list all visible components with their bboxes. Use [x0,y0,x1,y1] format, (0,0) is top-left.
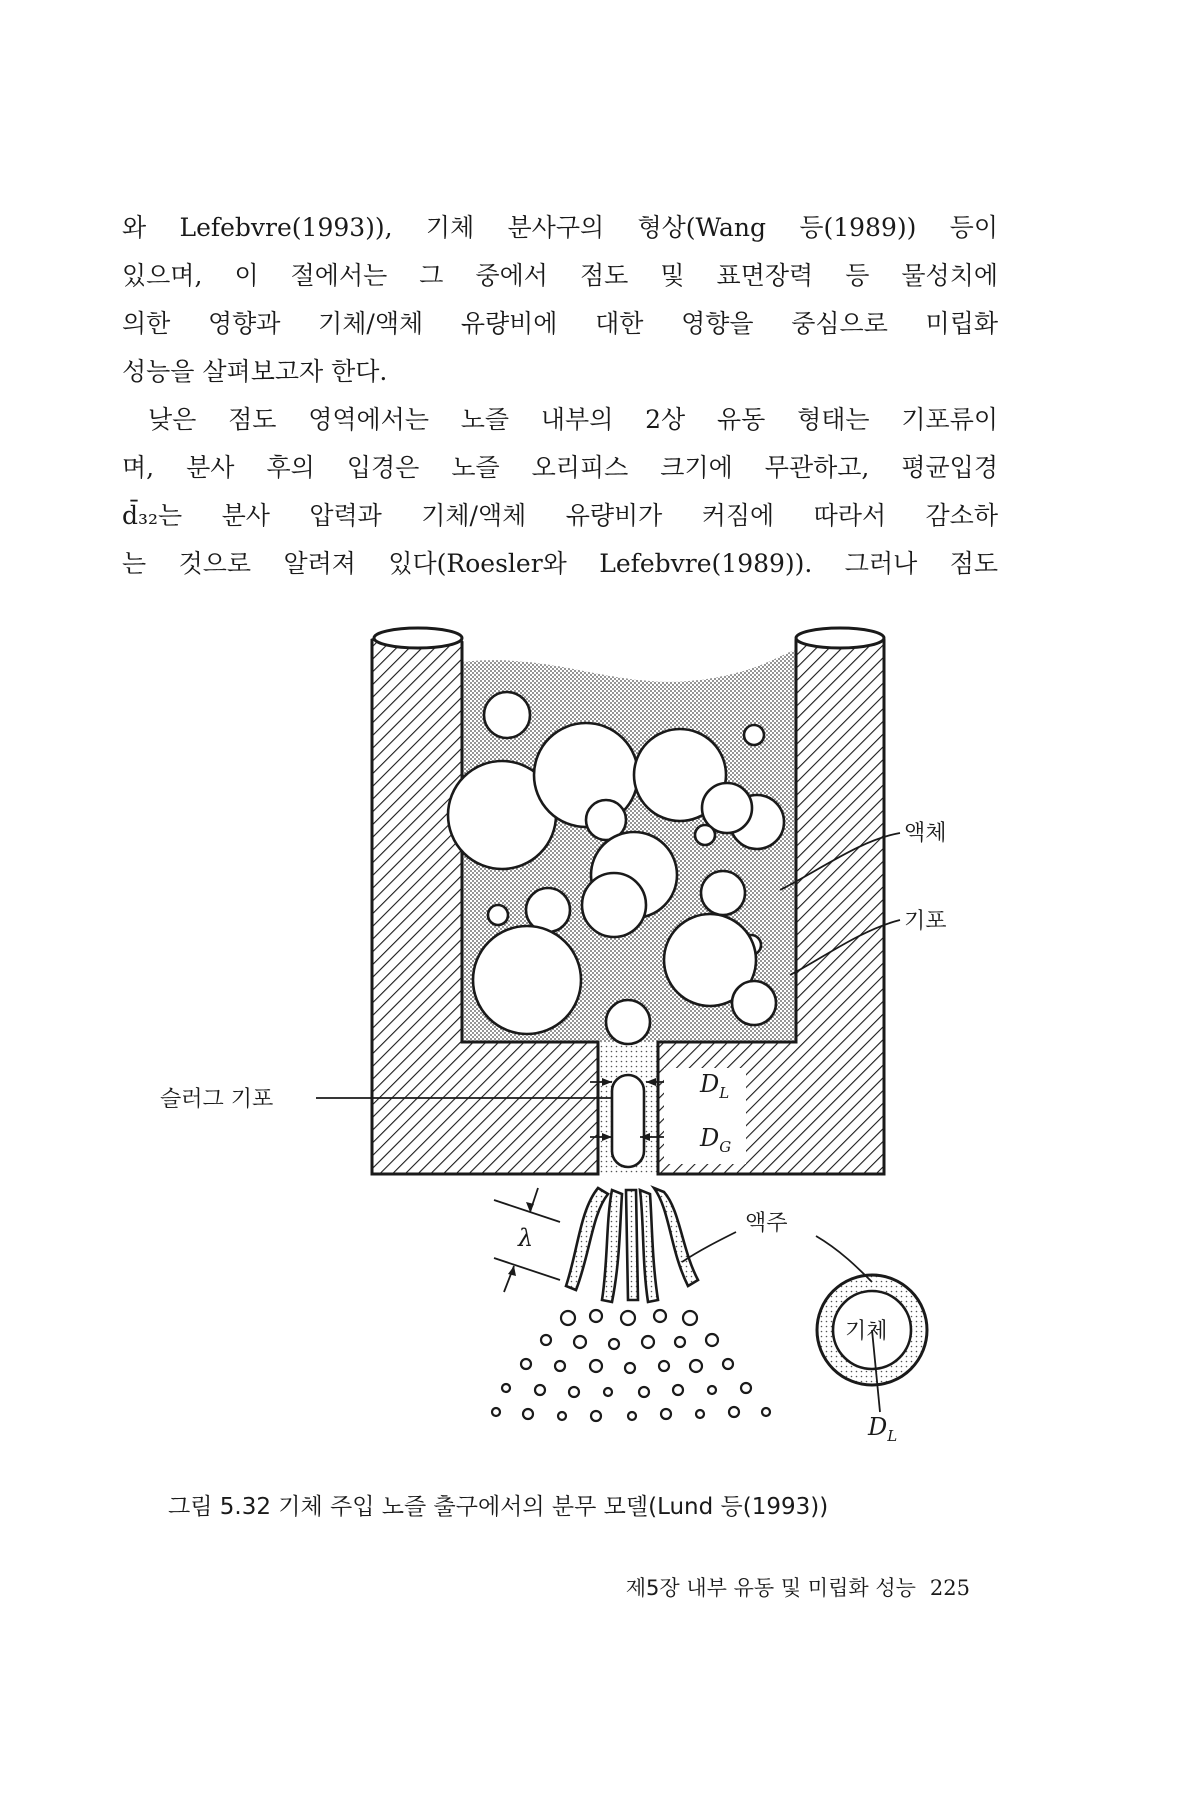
bubble [488,905,508,925]
droplet [502,1384,510,1392]
droplet [762,1408,770,1416]
liquid-column [602,1190,622,1302]
droplet [639,1387,649,1397]
droplet [561,1311,575,1325]
bubble [606,1000,650,1044]
bubble [701,871,745,915]
droplet [723,1359,733,1369]
text-line: 는 것으로 알려져 있다(Roesler와 Lefebvre(1989)). 그러나 점도 [122,549,998,578]
d-g-label: $D_G$ [700,1124,732,1156]
droplet [675,1337,685,1347]
droplet [642,1336,654,1348]
droplet [706,1334,718,1346]
pipe-end-left [374,628,462,648]
bubble [582,873,646,937]
liquid-columns [566,1188,698,1302]
chapter-title: 제5장 내부 유동 및 미립화 성능 [625,1576,916,1600]
bubble [695,825,715,845]
droplet [535,1385,545,1395]
droplet [492,1408,500,1416]
wavelength-label: λ [518,1224,534,1252]
page-number: 225 [929,1576,970,1600]
droplet [654,1310,666,1322]
liquid-column [566,1188,608,1290]
droplet [590,1310,602,1322]
droplet [555,1361,565,1371]
droplet [521,1359,531,1369]
droplet [590,1360,602,1372]
liquid-column-label: 액주 [745,1211,788,1236]
droplet [609,1339,619,1349]
droplet [569,1387,579,1397]
pipe-end-right [796,628,884,648]
droplet [621,1311,635,1325]
droplet [683,1311,697,1325]
liquid-column [640,1190,658,1302]
text-line: 며, 분사 후의 입경은 노즐 오리피스 크기에 무관하고, 평균입경 [122,453,998,482]
bubble [473,926,581,1034]
droplet [541,1335,551,1345]
droplet [696,1410,704,1418]
liquid-column [626,1190,638,1300]
text-line: 의한 영향과 기체/액체 유량비에 대한 영향을 중심으로 미립화 [122,309,998,338]
droplet [628,1412,636,1420]
bubble [744,725,764,745]
bubble [732,981,776,1025]
liquid-column [654,1188,698,1286]
d-l-label: $D_L$ [700,1070,730,1102]
spray-droplets [492,1310,770,1421]
droplet [708,1386,716,1394]
droplet [604,1388,612,1396]
droplet [591,1411,601,1421]
text-line: 있으며, 이 절에서는 그 중에서 점도 및 표면장력 등 물성치에 [122,261,998,290]
droplet [574,1336,586,1348]
text-line: 낮은 점도 영역에서는 노즐 내부의 2상 유동 형태는 기포류이 [148,405,998,434]
droplet [673,1385,683,1395]
bubble [484,692,530,738]
bubble-label: 기포 [904,909,947,934]
text-line: d̄₃₂는 분사 압력과 기체/액체 유량비가 커짐에 따라서 감소하 [122,501,998,530]
liquid-label: 액체 [904,821,947,846]
droplet [729,1407,739,1417]
droplet [661,1409,671,1419]
cross-section-d-l-label: $D_L$ [868,1413,898,1445]
slug-bubble-label: 슬러그 기포 [160,1087,274,1112]
droplet [558,1412,566,1420]
text-line: 와 Lefebvre(1993)), 기체 분사구의 형상(Wang 등(1989)) 등이 [122,213,998,242]
gas-label: 기체 [845,1319,888,1344]
droplet [523,1409,533,1419]
text-line: 성능을 살펴보고자 한다. [122,357,388,386]
running-footer [626,1572,970,1602]
droplet [741,1383,751,1393]
droplet [659,1361,669,1371]
figure-caption: 그림 5.32 기체 주입 노즐 출구에서의 분무 모델(Lund 등(1993)) [168,1494,829,1520]
droplet [625,1363,635,1373]
droplet [690,1360,702,1372]
slug-bubble [612,1075,644,1167]
